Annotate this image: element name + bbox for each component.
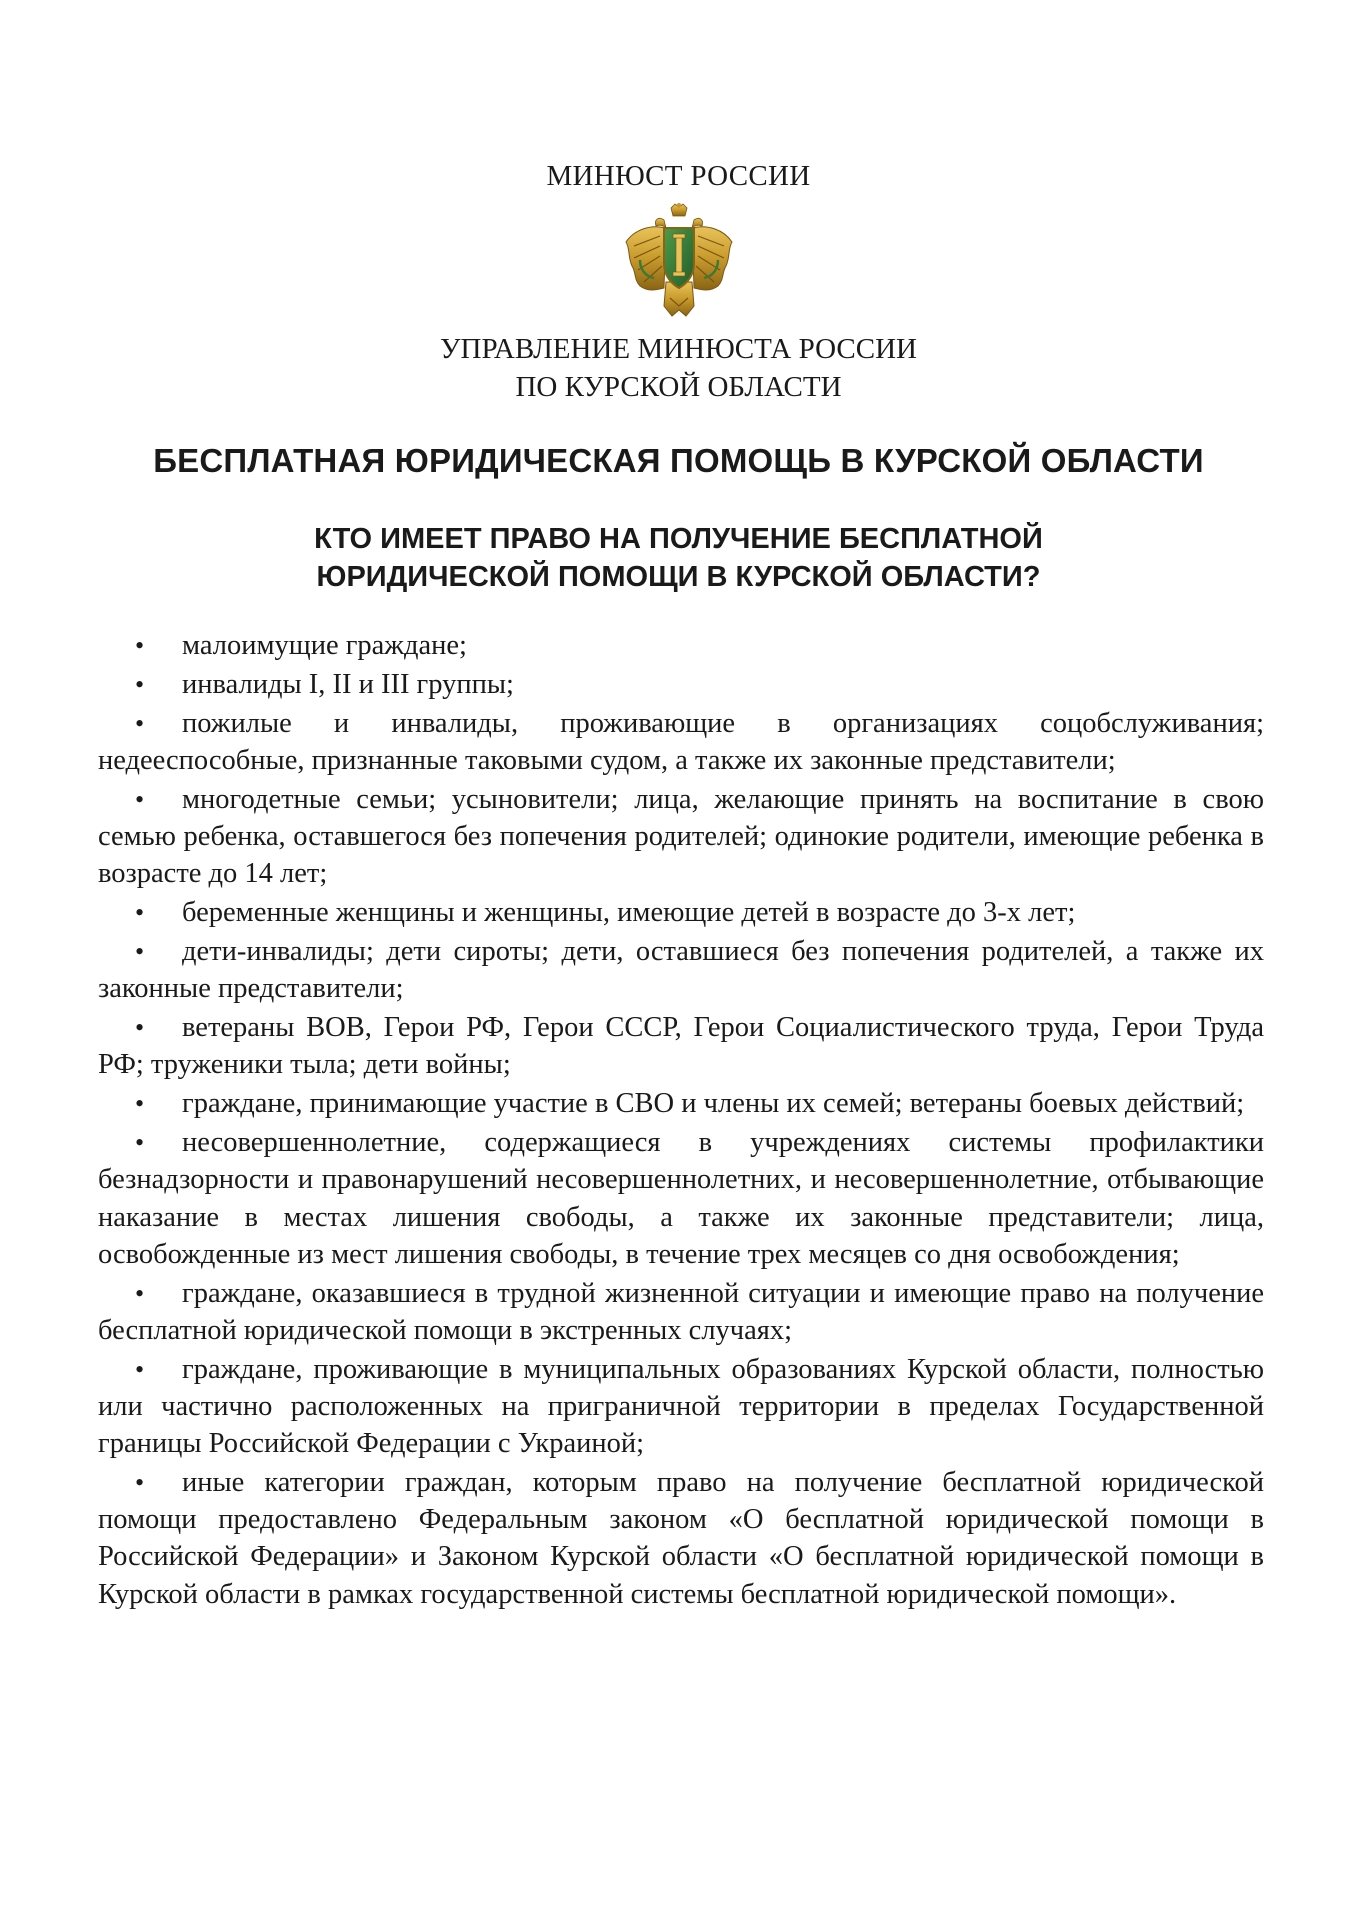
list-item-text: ветераны ВОВ, Герои РФ, Герои СССР, Герои Социалистического труда, Герои Труда РФ; труженики тыла; дети войны; (98, 1012, 1264, 1081)
list-item (98, 1124, 1264, 1273)
list-item-text: пожилые и инвалиды, проживающие в организациях соцобслуживания; недееспособные, признанные таковыми судом, а также их законные представители; (98, 707, 1264, 776)
bullet-icon: • (135, 631, 145, 660)
list-item-text: малоимущие граждане; (182, 630, 467, 661)
bullet-icon: • (135, 1013, 145, 1043)
list-item (98, 894, 1264, 931)
list-item-text: иные категории граждан, которым право на получение бесплатной юридической помощи предоставлено Федеральным законом «О бесплатной юридической помощи в Российской Федерации» и Законом Курской области «О бесплатной юридической помощи в Курской области в рамках государственной системы бесплатной юридической помощи». (98, 1467, 1264, 1610)
eligibility-list (98, 627, 1264, 1615)
list-item-text: дети-инвалиды; дети сироты; дети, оставшиеся без попечения родителей, а также их законные представители; (98, 936, 1264, 1005)
list-item-text: граждане, проживающие в муниципальных образованиях Курской области, полностью или частично расположенных на приграничной территории в пределах Государственной границы Российской Федерации с Украиной; (98, 1353, 1264, 1460)
list-item-text: граждане, оказавшиеся в трудной жизненной ситуации и имеющие право на получение бесплатной юридической помощи в экстренных случаях; (98, 1277, 1264, 1346)
department-line-2: ПО КУРСКОЙ ОБЛАСТИ (515, 371, 842, 403)
bullet-icon: • (135, 937, 145, 967)
list-item (98, 666, 1264, 703)
list-item (98, 1351, 1264, 1463)
department-name (0, 330, 1357, 406)
list-item (98, 781, 1264, 893)
bullet-icon: • (135, 1468, 145, 1498)
bullet-icon: • (135, 708, 145, 738)
list-item-text: граждане, принимающие участие в СВО и члены их семей; ветераны боевых действий; (182, 1088, 1245, 1120)
list-item (98, 1275, 1264, 1349)
bullet-icon: • (135, 1128, 145, 1158)
section-heading-line-2: ЮРИДИЧЕСКОЙ ПОМОЩИ В КУРСКОЙ ОБЛАСТИ? (316, 561, 1041, 593)
ministry-name: МИНЮСТ РОССИИ (546, 160, 811, 192)
list-item-text: инвалиды I, II и III группы; (182, 668, 514, 700)
ministry-of-justice-emblem-icon (620, 202, 738, 320)
list-item-text: многодетные семьи; усыновители; лица, желающие принять на воспитание в свою семью ребенка, оставшегося без попечения родителей; одинокие родители, имеющие ребенка в возрасте до 14 лет; (98, 783, 1264, 890)
bullet-icon: • (135, 1089, 145, 1119)
list-item (98, 705, 1264, 779)
list-item-text: беременные женщины и женщины, имеющие детей в возрасте до 3-х лет; (182, 897, 1076, 929)
list-item (98, 1085, 1264, 1122)
bullet-icon: • (135, 1278, 145, 1308)
bullet-icon: • (135, 669, 145, 699)
list-item (98, 1009, 1264, 1083)
list-item (98, 933, 1264, 1007)
bullet-icon: • (135, 898, 145, 928)
page-title: БЕСПЛАТНАЯ ЮРИДИЧЕСКАЯ ПОМОЩЬ В КУРСКОЙ ОБЛАСТИ (153, 442, 1204, 479)
list-item (98, 627, 1264, 664)
section-heading-line-1: КТО ИМЕЕТ ПРАВО НА ПОЛУЧЕНИЕ БЕСПЛАТНОЙ (314, 523, 1043, 555)
department-line-1: УПРАВЛЕНИЕ МИНЮСТА РОССИИ (440, 333, 917, 365)
list-item (98, 1464, 1264, 1613)
list-item-text: несовершеннолетние, содержащиеся в учреждениях системы профилактики безнадзорности и правонарушений несовершеннолетних, и несовершеннолетние, отбывающие наказание в местах лишения свободы, а также их законные представители; лица, освобожденные из мест лишения свободы, в течение трех месяцев со дня освобождения; (98, 1127, 1264, 1270)
bullet-icon: • (135, 784, 145, 814)
section-heading (0, 520, 1357, 596)
bullet-icon: • (135, 1354, 145, 1384)
